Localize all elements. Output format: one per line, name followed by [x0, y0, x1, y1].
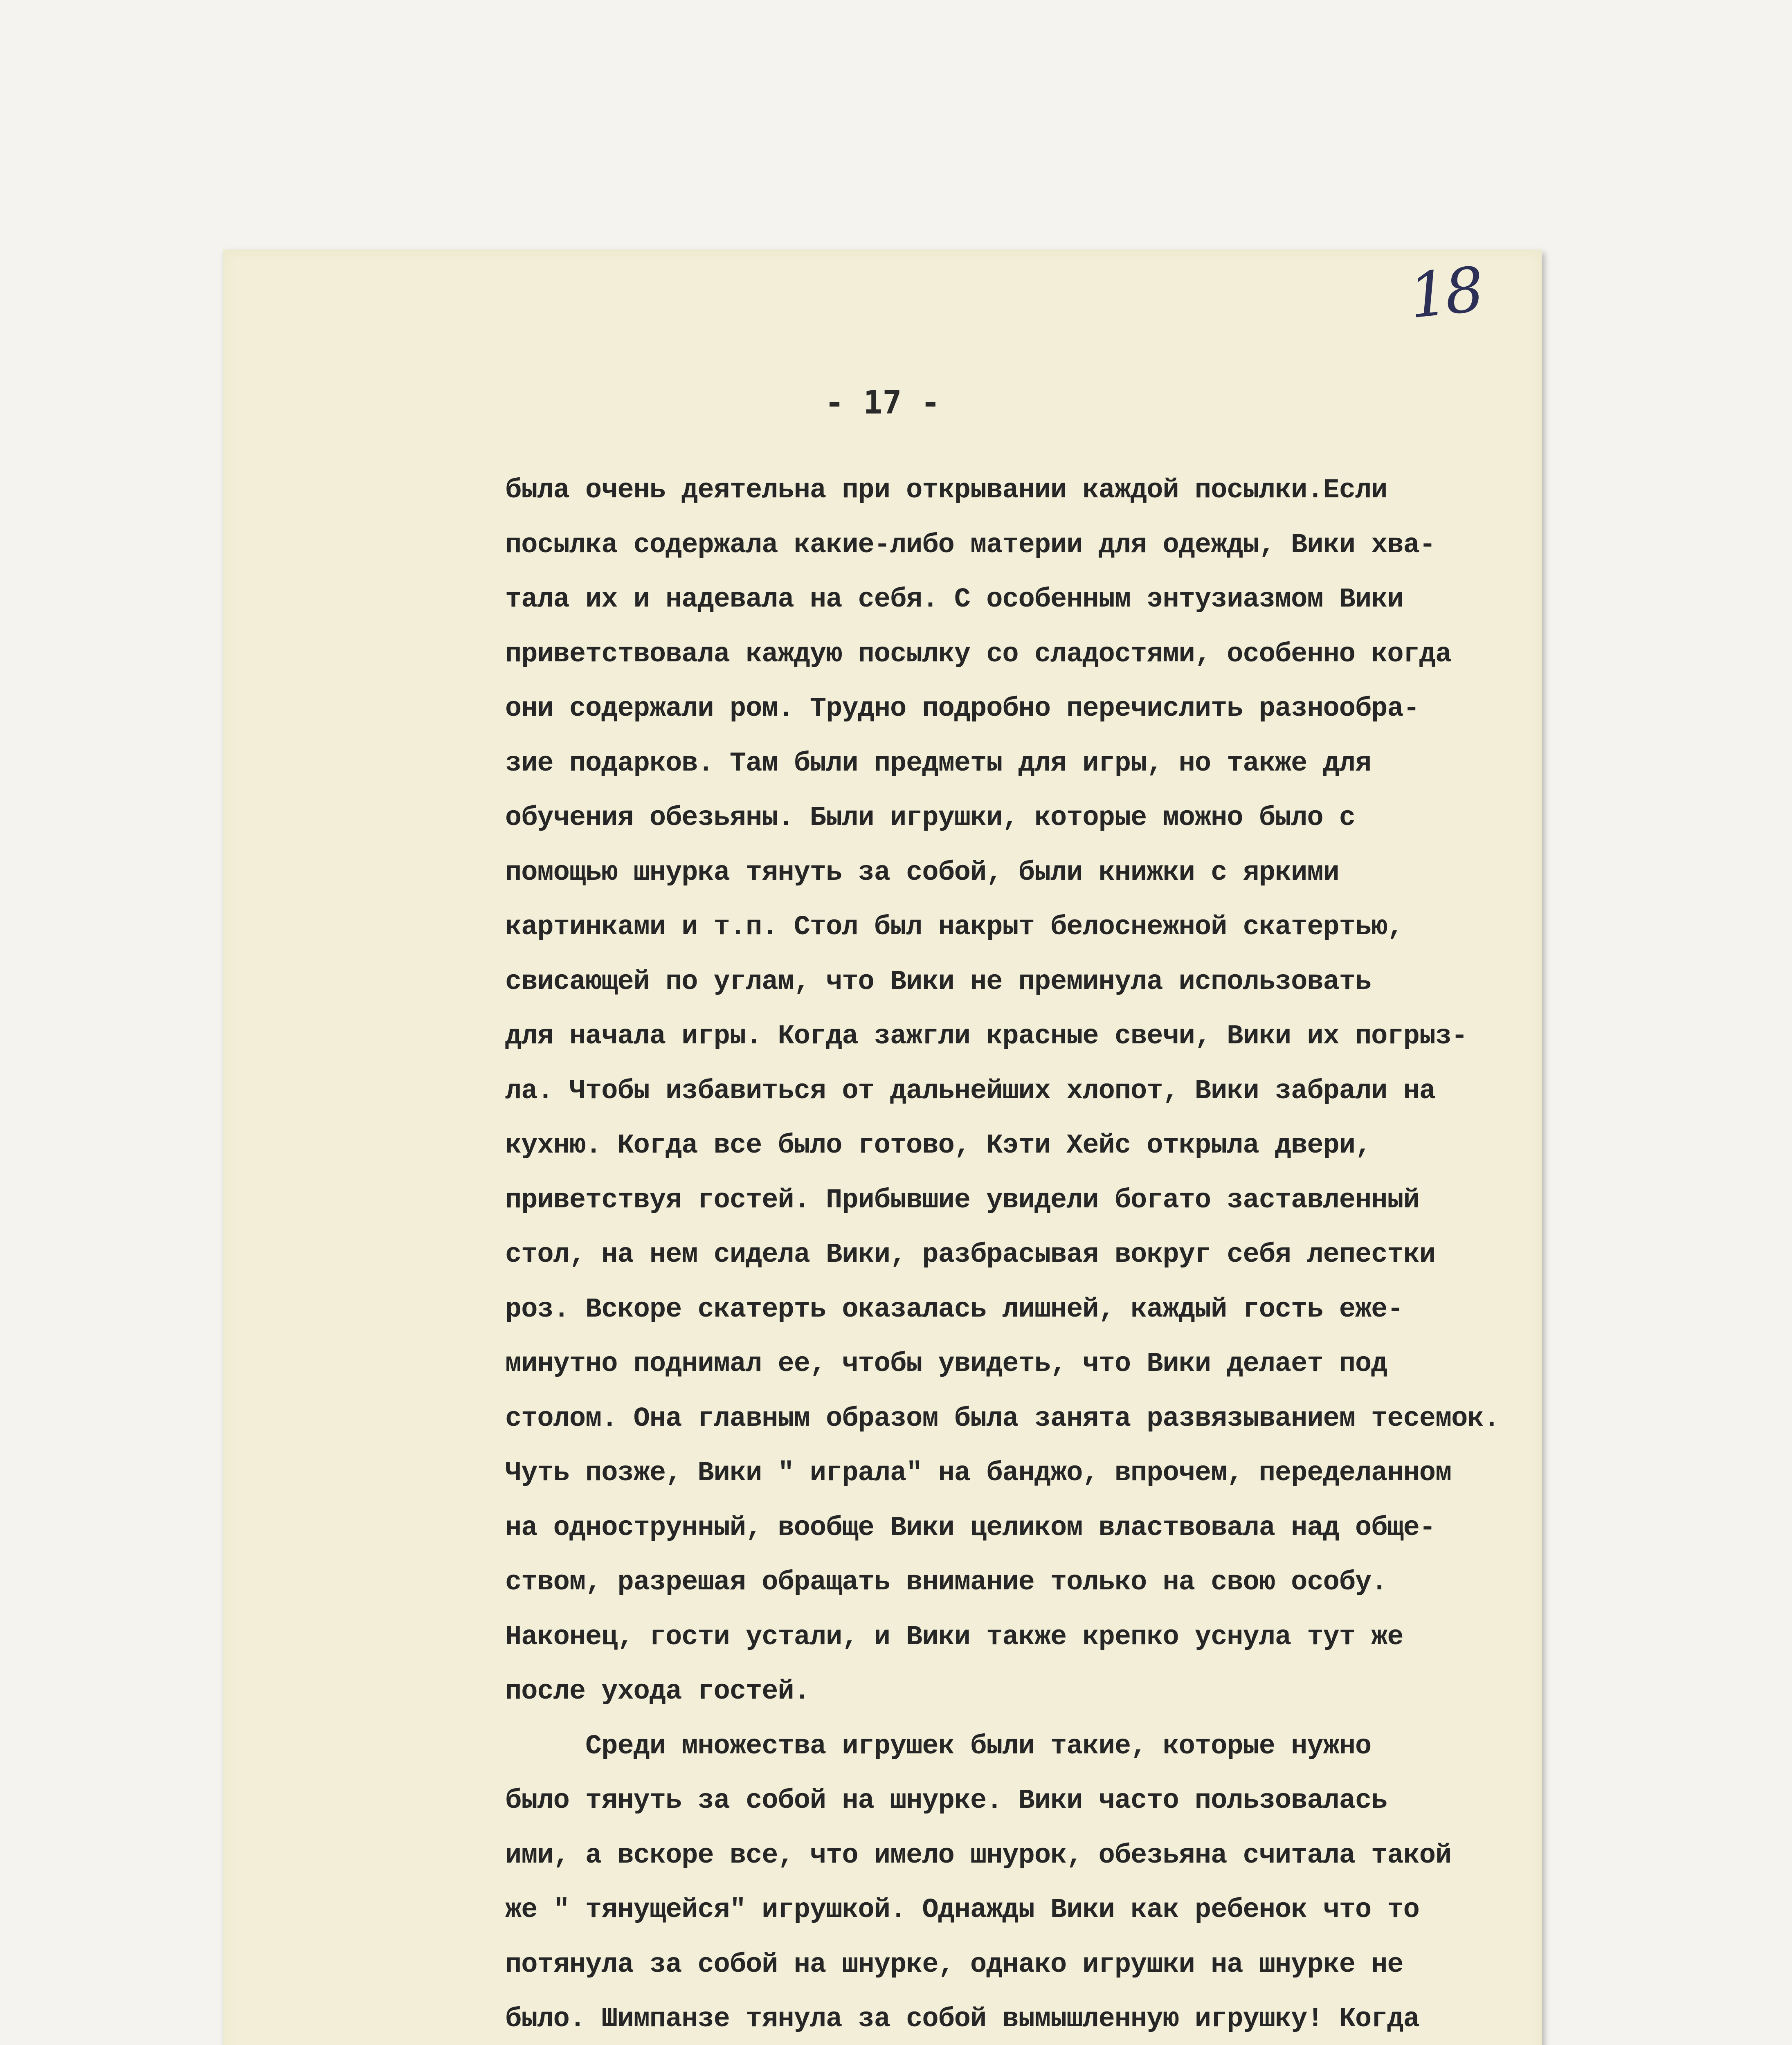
- text-line: Чуть позже, Вики " играла" на банджо, впрочем, переделанном: [505, 1458, 1452, 1489]
- text-line: была очень деятельна при открывании каждой посылки.Если: [505, 475, 1387, 506]
- text-line: свисающей по углам, что Вики не преминула использовать: [505, 966, 1372, 998]
- text-line: посылка содержала какие-либо материи для одежды, Вики хва-: [505, 529, 1435, 561]
- text-line: минутно поднимал ее, чтобы увидеть, что Вики делает под: [505, 1348, 1387, 1380]
- text-line: кухню. Когда все было готово, Кэти Хейс открыла двери,: [505, 1130, 1372, 1161]
- text-line: зие подарков. Там были предметы для игры, но также для: [505, 748, 1372, 779]
- text-line: ими, а вскоре все, что имело шнурок, обезьяна считала такой: [505, 1840, 1452, 1871]
- text-line: помощью шнурка тянуть за собой, были книжки с яркими: [505, 857, 1339, 888]
- body-text: [505, 463, 1528, 2045]
- text-line: обучения обезьяны. Были игрушки, которые можно было с: [505, 802, 1355, 834]
- archive-page-number: 18: [1405, 254, 1484, 333]
- text-line: было тянуть за собой на шнурке. Вики часто пользовалась: [505, 1785, 1387, 1816]
- text-line: Среди множества игрушек были такие, которые нужно: [505, 1730, 1372, 1762]
- text-line: на однострунный, вообще Вики целиком властвовала над обще-: [505, 1512, 1435, 1544]
- text-line: потянула за собой на шнурке, однако игрушки на шнурке не: [505, 1949, 1403, 1980]
- text-line: стол, на нем сидела Вики, разбрасывая вокруг себя лепестки: [505, 1239, 1435, 1270]
- text-line: столом. Она главным образом была занята развязыванием тесемок.: [505, 1403, 1500, 1434]
- text-line: Наконец, гости устали, и Вики также крепко уснула тут же: [505, 1621, 1403, 1653]
- text-line: тала их и надевала на себя. С особенным энтузиазмом Вики: [505, 584, 1403, 615]
- text-line: роз. Вскоре скатерть оказалась лишней, каждый гость еже-: [505, 1294, 1403, 1325]
- text-line: приветствуя гостей. Прибывшие увидели богато заставленный: [505, 1184, 1419, 1216]
- text-line: же " тянущейся" игрушкой. Однажды Вики как ребенок что то: [505, 1894, 1419, 1926]
- page-number: - 17 -: [825, 384, 940, 421]
- text-line: для начала игры. Когда зажгли красные свечи, Вики их погрыз-: [505, 1021, 1468, 1052]
- text-line: они содержали ром. Трудно подробно перечислить разнообра-: [505, 693, 1419, 724]
- text-line: после ухода гостей.: [505, 1676, 810, 1707]
- text-line: было. Шимпанзе тянула за собой вымышленную игрушку! Когда: [505, 2004, 1419, 2035]
- text-line: ством, разрешая обращать внимание только на свою особу.: [505, 1567, 1387, 1598]
- text-line: приветствовала каждую посылку со сладостями, особенно когда: [505, 638, 1452, 670]
- text-line: ла. Чтобы избавиться от дальнейших хлопот, Вики забрали на: [505, 1075, 1435, 1107]
- text-line: картинками и т.п. Стол был накрыт белоснежной скатертью,: [505, 912, 1403, 943]
